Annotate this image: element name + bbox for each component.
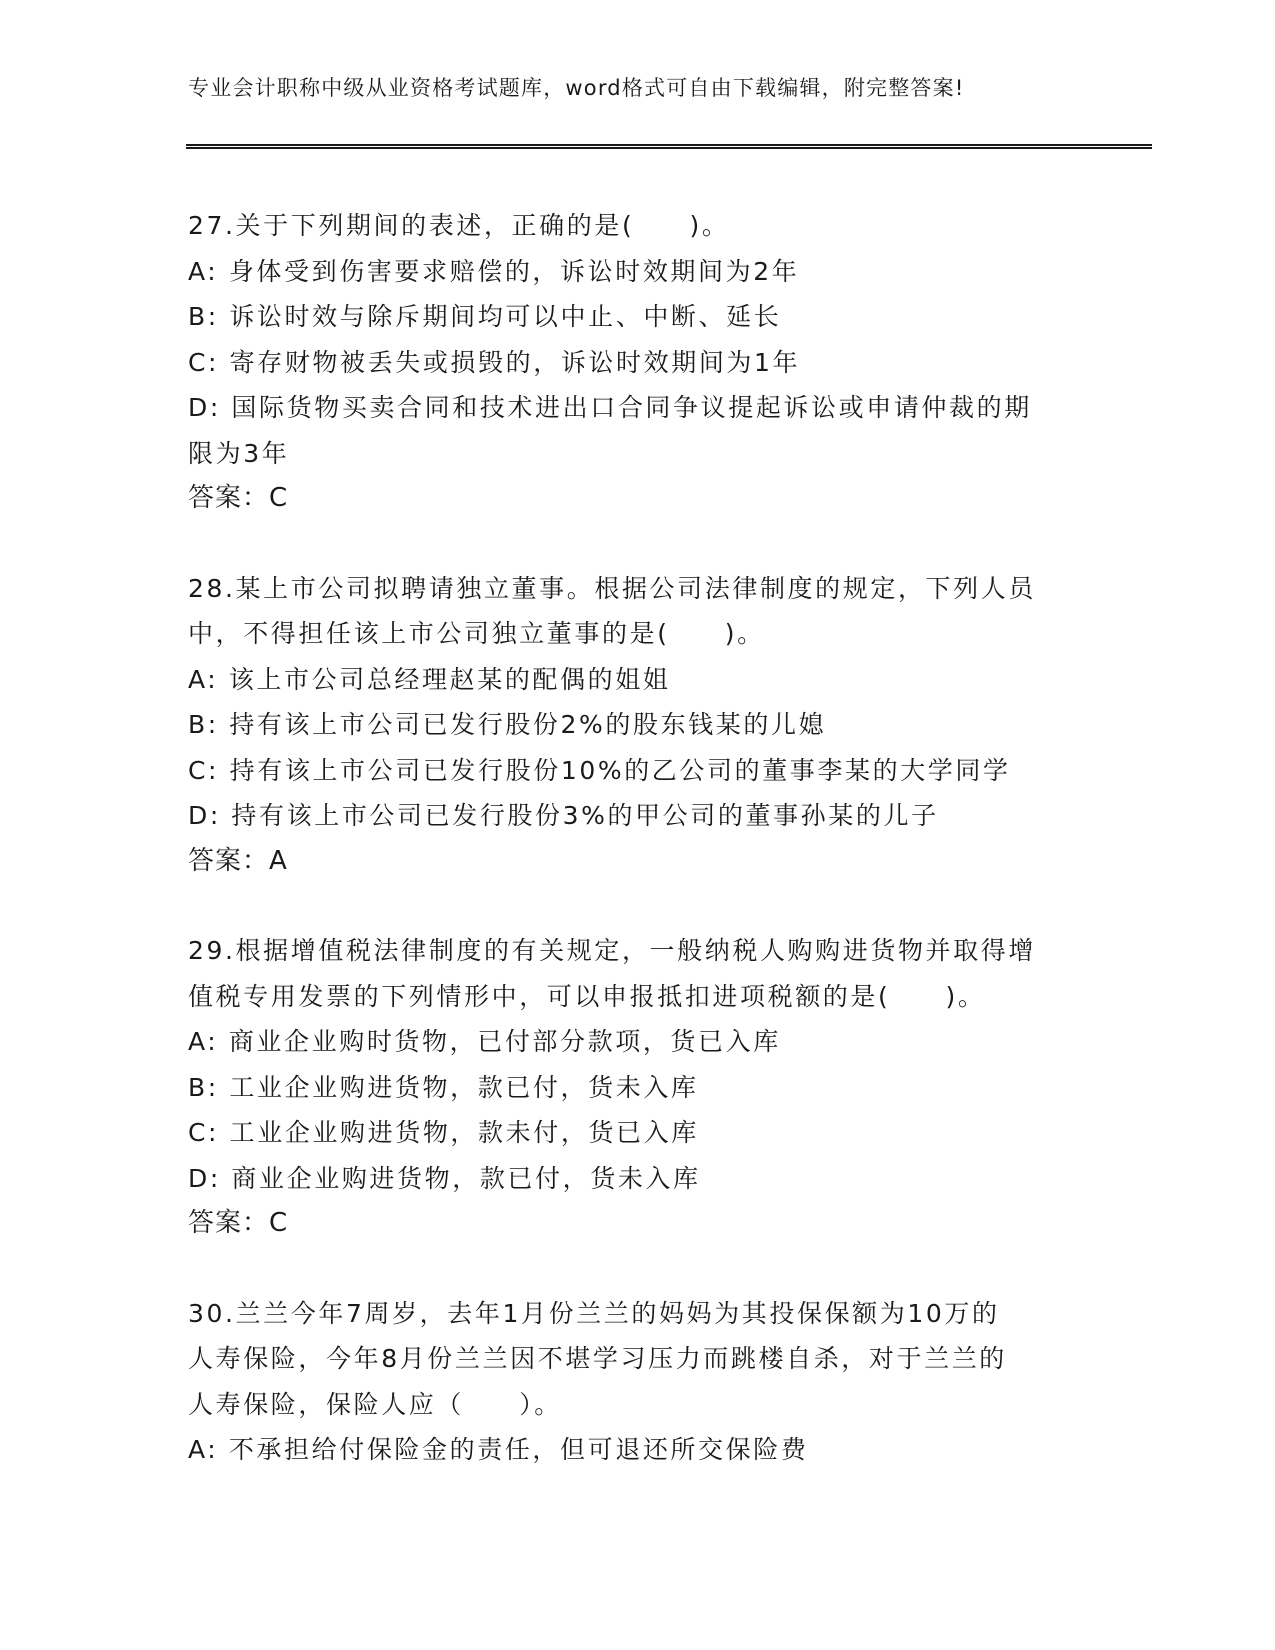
header-rule (186, 144, 1152, 149)
question-30 (188, 1291, 1068, 1473)
question-stem-continued: 值税专用发票的下列情形中，可以申报抵扣进项税额的是( )。 (188, 981, 986, 1011)
question-stem: 28.某上市公司拟聘请独立董事。根据公司法律制度的规定，下列人员 (188, 573, 1036, 603)
option-a: A: 商业企业购时货物，已付部分款项，货已入库 (188, 1027, 781, 1056)
option-b: B: 诉讼时效与除斥期间均可以中止、中断、延长 (188, 302, 782, 331)
question-stem: 29.根据增值税法律制度的有关规定，一般纳税人购购进货物并取得增 (188, 936, 1036, 965)
question-stem-continued: 中，不得担任该上市公司独立董事的是( )。 (188, 619, 765, 648)
option-a: A: 不承担给付保险金的责任，但可退还所交保险费 (188, 1435, 809, 1464)
option-c: C: 工业企业购进货物，款未付，货已入库 (188, 1118, 699, 1147)
question-stem-continued: 人寿保险，今年8月份兰兰因不堪学习压力而跳楼自杀，对于兰兰的 (188, 1344, 1007, 1373)
option-d-continued: 限为3年 (188, 438, 290, 468)
option-d: D: 商业企业购进货物，款已付，货未入库 (188, 1163, 701, 1193)
question-28 (188, 566, 1068, 885)
option-d: D: 国际货物买卖合同和技术进出口合同争议提起诉讼或申请仲裁的期 (188, 393, 1032, 422)
question-list (188, 203, 1068, 1517)
option-b: B: 持有该上市公司已发行股份2%的股东钱某的儿媳 (188, 710, 827, 739)
question-27 (188, 203, 1068, 522)
option-c: C: 寄存财物被丢失或损毁的，诉讼时效期间为1年 (188, 347, 801, 377)
question-stem-continued: 人寿保险，保险人应（ ）。 (188, 1389, 562, 1419)
option-c: C: 持有该上市公司已发行股份10%的乙公司的董事李某的大学同学 (188, 755, 1011, 785)
option-b: B: 工业企业购进货物，款已付，货未入库 (188, 1072, 699, 1102)
option-a: A: 身体受到伤害要求赔偿的，诉讼时效期间为2年 (188, 256, 800, 286)
option-d: D: 持有该上市公司已发行股份3%的甲公司的董事孙某的儿子 (188, 801, 939, 830)
answer: 答案：C (188, 483, 289, 513)
question-29 (188, 928, 1068, 1247)
question-stem: 27.关于下列期间的表述，正确的是( )。 (188, 211, 730, 240)
page-header: 专业会计职称中级从业资格考试题库，word格式可自由下载编辑，附完整答案! (188, 76, 965, 100)
answer: 答案：A (188, 845, 288, 876)
option-a: A: 该上市公司总经理赵某的配偶的姐姐 (188, 664, 671, 694)
question-stem: 30.兰兰今年7周岁，去年1月份兰兰的妈妈为其投保保额为10万的 (188, 1298, 1000, 1328)
answer: 答案：C (188, 1208, 289, 1238)
